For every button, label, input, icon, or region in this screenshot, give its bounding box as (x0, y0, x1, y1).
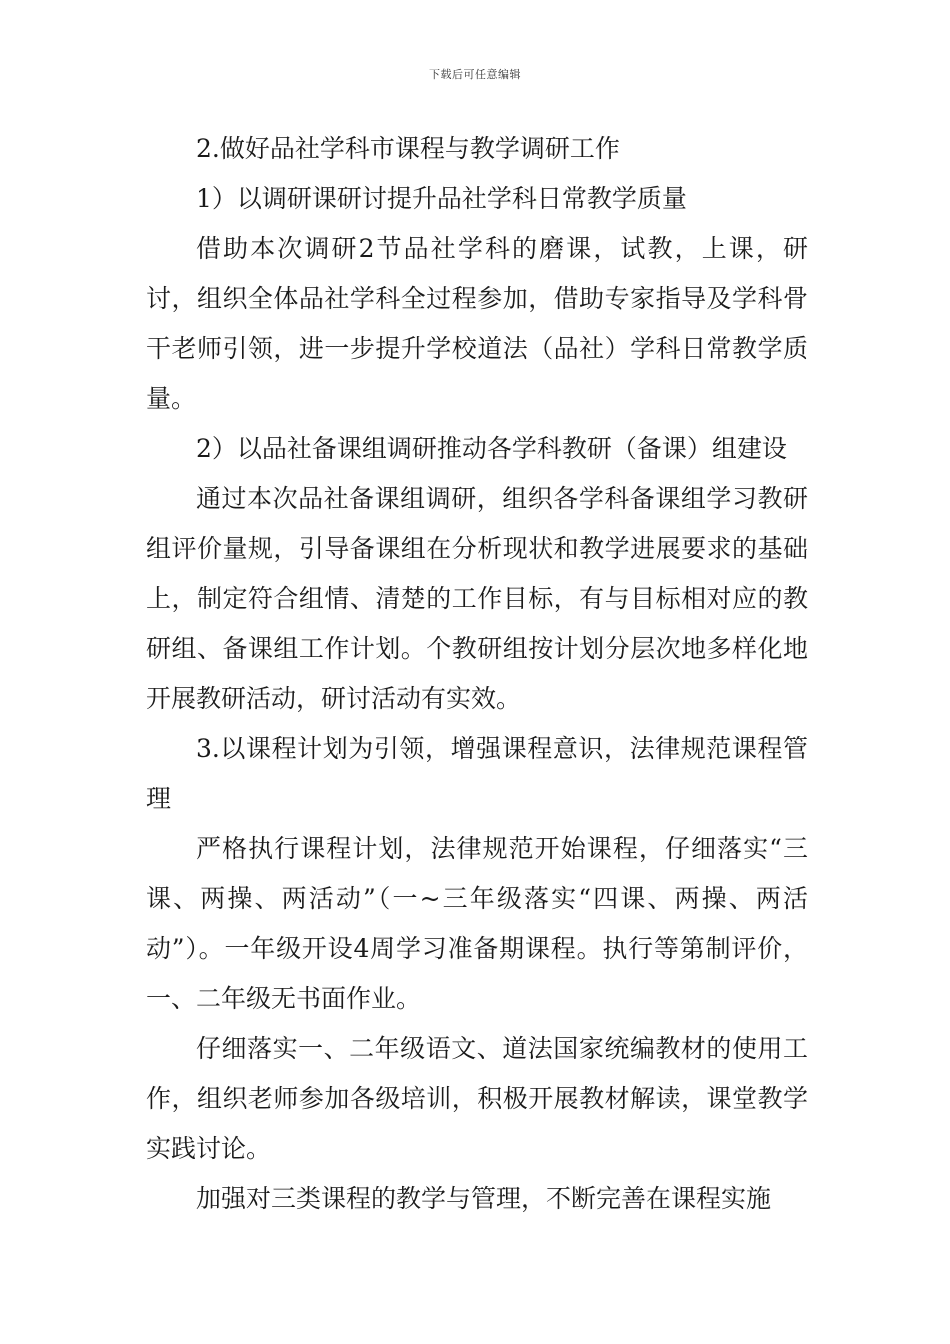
subheading-1: 1）以调研课研讨提升品社学科日常教学质量 (196, 184, 687, 213)
body-paragraph: 严格执行课程计划，法律规范开始课程，仔细落实“三课、两操、两活动”（一~三年级落实“四课、两操、两活动”）。一年级开设4周学习准备期课程。执行等第制评价，一、二年级无书面作业。 (146, 834, 808, 1013)
body-paragraph: 通过本次品社备课组调研，组织各学科备课组学习教研组评价量规，引导备课组在分析现状和教学进展要求的基础上，制定符合组情、清楚的工作目标，有与目标相对应的教研组、备课组工作计划。个教研组按计划分层次地多样化地开展教研活动，研讨活动有实效。 (146, 484, 808, 713)
document-body (146, 124, 808, 1224)
section-heading-2: 2.做好品社学科市课程与教学调研工作 (196, 134, 620, 163)
section-heading-3: 3.以课程计划为引领，增强课程意识，法律规范课程管理 (146, 734, 808, 813)
page-header-note: 下载后可任意编辑 (429, 68, 521, 81)
body-paragraph: 借助本次调研2节品社学科的磨课，试教，上课，研讨，组织全体品社学科全过程参加，借助专家指导及学科骨干老师引领，进一步提升学校道法（品社）学科日常教学质量。 (146, 234, 808, 413)
body-paragraph: 仔细落实一、二年级语文、道法国家统编教材的使用工作，组织老师参加各级培训，积极开展教材解读，课堂教学实践讨论。 (146, 1034, 808, 1163)
subheading-2: 2）以品社备课组调研推动各学科教研（备课）组建设 (196, 434, 787, 463)
body-paragraph: 加强对三类课程的教学与管理，不断完善在课程实施 (196, 1184, 772, 1213)
